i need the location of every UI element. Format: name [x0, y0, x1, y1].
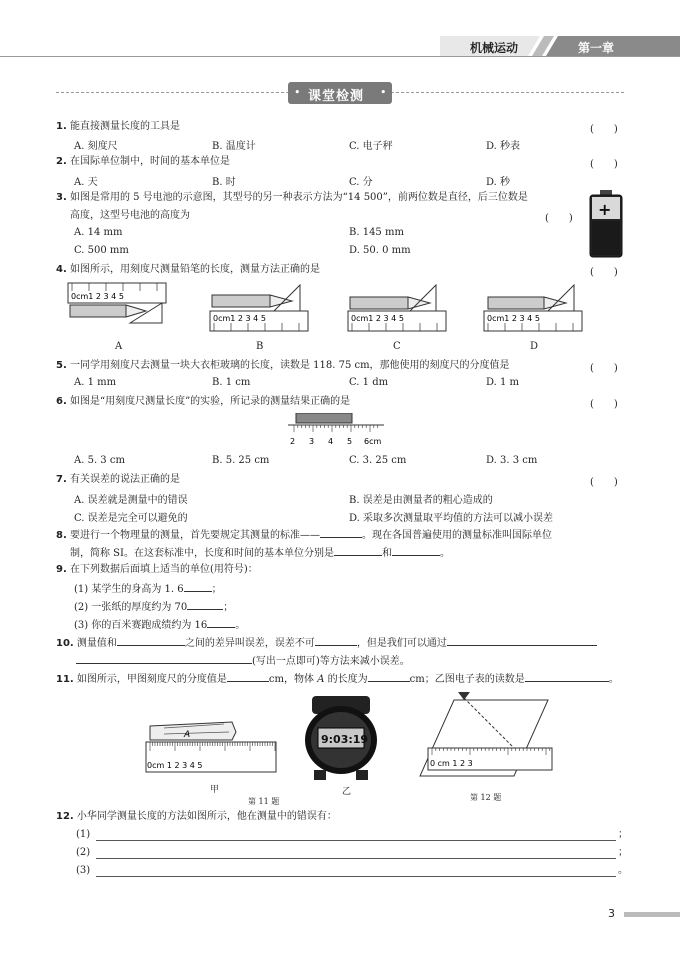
q6-ruler-label-5: 5	[347, 437, 353, 446]
q4-figure-c	[346, 281, 456, 341]
q9-blank-3[interactable]	[207, 617, 235, 628]
answer-paren-7[interactable]: ( )	[590, 477, 618, 488]
q11-ruler-figure	[144, 720, 284, 782]
question-9: 9. 在下列数据后面填上适当的单位(用符号)：	[56, 564, 258, 575]
answer-paren-5[interactable]: ( )	[590, 363, 618, 374]
q6-ruler-figure	[286, 413, 386, 449]
question-2: 2. 在国际单位制中，时间的基本单位是	[56, 156, 230, 167]
footer-bar	[624, 912, 680, 917]
q12-caption: 第 12 题	[470, 793, 502, 802]
q10-blank-2[interactable]	[315, 635, 357, 646]
q4-figure-b	[208, 281, 318, 341]
q11-blank-3[interactable]	[525, 671, 609, 682]
q1-option-c: C. 电子秤	[349, 141, 393, 152]
eye-icon	[458, 692, 470, 700]
q6-option-a: A. 5. 3 cm	[74, 455, 125, 466]
question-5: 5. 一同学用刻度尺去测量一块大衣柜玻璃的长度，读数是 118. 75 cm，那他使用的刻度尺的分度值是	[56, 360, 510, 371]
header-bar	[0, 36, 680, 58]
question-8: 8. 要进行一个物理量的测量，首先要规定其测量的标准—— 。现在各国普遍使用的测量标准叫国际单位	[56, 527, 552, 542]
q12-answer-line-2[interactable]	[96, 858, 616, 859]
question-6: 6. 如图是“用刻度尺测量长度”的实验，所记录的测量结果正确的是	[56, 396, 351, 407]
q12-answer-line-1[interactable]	[96, 840, 616, 841]
q3-option-d: D. 50. 0 mm	[349, 245, 411, 256]
page-number: 3	[608, 907, 615, 920]
question-11: 11. 如图所示，甲图刻度尺的分度值是 cm，物体 A 的长度为 cm；乙图电子表的读数是 。	[56, 671, 619, 686]
section-title: 课堂检测	[308, 89, 365, 104]
q2-option-c: C. 分	[349, 177, 373, 188]
q10-blank-3[interactable]	[447, 635, 597, 646]
q8-blank-2[interactable]	[334, 545, 382, 556]
q7-option-c: C. 误差是完全可以避免的	[74, 513, 188, 524]
q8-blank-3[interactable]	[392, 545, 440, 556]
question-10: 10. 测量值和 之间的差异叫误差，误差不可 ，但是我们可以通过	[56, 635, 597, 650]
q12-item-3-end: 。	[618, 865, 628, 876]
q6-ruler-label-4: 4	[328, 437, 334, 446]
answer-paren-3[interactable]: ( )	[545, 213, 573, 224]
q11-caption: 第 11 题	[248, 797, 280, 806]
q4-ruler-b-text: 0cm1 2 3 4 5	[213, 314, 266, 323]
battery-illustration	[586, 188, 626, 260]
chapter-title: 机械运动	[470, 41, 519, 55]
q2-option-b: B. 时	[212, 177, 236, 188]
q1-option-b: B. 温度计	[212, 141, 256, 152]
q10-blank-4[interactable]	[76, 653, 252, 664]
q8-blank-1[interactable]	[320, 527, 362, 538]
q4-ruler-d-text: 0cm1 2 3 4 5	[487, 314, 540, 323]
q10-blank-1[interactable]	[117, 635, 185, 646]
q4-label-d: D	[530, 341, 539, 352]
stopwatch-reading: 9:03:19	[321, 733, 369, 746]
q5-option-c: C. 1 dm	[349, 377, 389, 388]
q9-blank-2[interactable]	[187, 599, 223, 610]
q1-option-a: A. 刻度尺	[74, 141, 118, 152]
q6-option-d: D. 3. 3 cm	[486, 455, 538, 466]
q11-stopwatch-figure	[302, 694, 380, 784]
q3-option-a: A. 14 mm	[74, 227, 123, 238]
svg-text:+: +	[598, 200, 612, 219]
q9-item-2: (2) 一张纸的厚度约为 70 ；	[74, 599, 233, 614]
question-3: 3. 如图是常用的 5 号电池的示意图，其型号的另一种表示方法为“14 500”，前两位数是直径，后三位数是	[56, 192, 528, 203]
question-10-line2: (写出一点即可)等方法来减小误差。	[76, 653, 410, 668]
q4-label-b: B	[256, 341, 264, 352]
q4-ruler-c-text: 0cm1 2 3 4 5	[351, 314, 404, 323]
q11-blank-1[interactable]	[227, 671, 269, 682]
q11-fig-jia-label: 甲	[210, 785, 220, 795]
q7-option-d: D. 采取多次测量取平均值的方法可以减小误差	[349, 513, 554, 524]
q9-blank-1[interactable]	[184, 581, 212, 592]
q5-option-b: B. 1 cm	[212, 377, 251, 388]
question-1: 1. 能直接测量长度的工具是	[56, 121, 180, 132]
question-7: 7. 有关误差的说法正确的是	[56, 474, 180, 485]
q12-item-1-label: (1)	[76, 829, 91, 840]
q4-figure-d	[482, 281, 592, 341]
q3-option-b: B. 145 mm	[349, 227, 404, 238]
q3-option-c: C. 500 mm	[74, 245, 129, 256]
q12-ruler-text: 0 cm 1 2 3	[430, 759, 473, 768]
q11-ruler-text: 0cm 1 2 3 4 5	[147, 761, 203, 770]
q11-fig-yi-label: 乙	[342, 787, 352, 797]
q7-option-a: A. 误差就是测量中的错误	[74, 495, 188, 506]
answer-paren-2[interactable]: ( )	[590, 159, 618, 170]
q6-ruler-label-3: 3	[309, 437, 315, 446]
answer-paren-6[interactable]: ( )	[590, 399, 618, 410]
answer-paren-4[interactable]: ( )	[590, 267, 618, 278]
q6-option-c: C. 3. 25 cm	[349, 455, 407, 466]
question-3-line2: 高度，这型号电池的高度为	[70, 210, 190, 221]
q12-item-3-label: (3)	[76, 865, 91, 876]
q6-option-b: B. 5. 25 cm	[212, 455, 270, 466]
q12-figure	[414, 688, 554, 788]
q9-item-1: (1) 某学生的身高为 1. 6 ；	[74, 581, 222, 596]
bullet-right-icon: •	[380, 86, 387, 99]
bullet-left-icon: •	[294, 86, 301, 99]
q4-figure-a	[66, 281, 176, 341]
q2-option-d: D. 秒	[486, 177, 511, 188]
question-4: 4. 如图所示，用刻度尺测量铅笔的长度，测量方法正确的是	[56, 264, 320, 275]
q11-blank-2[interactable]	[368, 671, 410, 682]
q2-option-a: A. 天	[74, 177, 98, 188]
answer-paren-1[interactable]: ( )	[590, 124, 618, 135]
question-8-line2: 制，简称 SI。在这套标准中，长度和时间的基本单位分别是 和 。	[70, 545, 450, 560]
chapter-number: 第一章	[578, 41, 615, 55]
q12-item-2-label: (2)	[76, 847, 91, 858]
q6-ruler-label-2: 2	[290, 437, 296, 446]
q12-item-2-end: ；	[618, 847, 628, 858]
q11-object-a-label: A	[184, 730, 191, 740]
q12-item-1-end: ；	[618, 829, 628, 840]
q1-option-d: D. 秒表	[486, 141, 521, 152]
q12-answer-line-3[interactable]	[96, 876, 616, 877]
question-12: 12. 小华同学测量长度的方法如图所示，他在测量中的错误有：	[56, 811, 337, 822]
q5-option-a: A. 1 mm	[74, 377, 117, 388]
q4-ruler-a-text: 0cm1 2 3 4 5	[71, 292, 124, 301]
q5-option-d: D. 1 m	[486, 377, 520, 388]
q9-item-3: (3) 你的百米赛跑成绩约为 16 。	[74, 617, 245, 632]
q6-ruler-label-6: 6cm	[364, 437, 382, 446]
q4-label-c: C	[393, 341, 401, 352]
q7-option-b: B. 误差是由测量者的粗心造成的	[349, 495, 493, 506]
q4-label-a: A	[115, 341, 123, 352]
